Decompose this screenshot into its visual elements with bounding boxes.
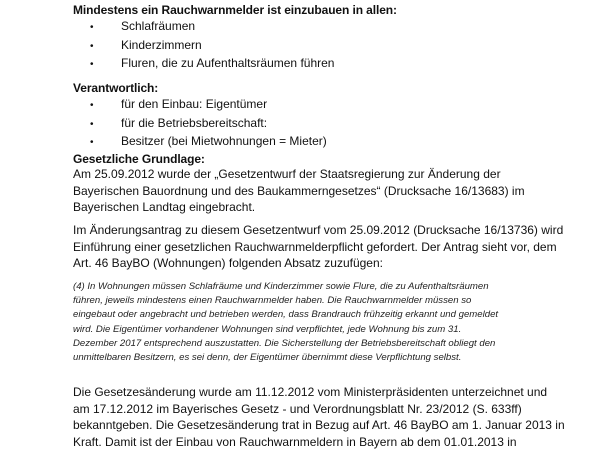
quoted-law-text [73,280,583,365]
paragraph-draft-law [73,166,583,216]
list-item-text: Fluren, die zu Aufenthaltsräumen führen [121,56,335,70]
section-legal-basis [73,151,583,167]
paragraph-line: Kraft. Damit ist der Einbau von Rauchwarnmeldern in Bayern ab dem 01.01.2013 in [73,434,517,449]
paragraph-amendment [73,222,583,272]
section-heading: Gesetzliche Grundlage: [73,152,205,166]
list-item-text: Besitzer (bei Mietwohnungen = Mieter) [121,134,327,148]
paragraph-line: Art. 46 BayBO (Wohnungen) folgenden Absatz zuzufügen: [73,256,383,271]
section-smoke-detector-locations [73,2,583,74]
list-item-text: für den Einbau: Eigentümer [121,97,268,111]
section-responsibility [73,80,583,152]
bullet-icon: • [90,59,94,70]
quote-line: Dezember 2017 entsprechend auszustatten. Die Sicherstellung der Betriebsbereitschaft obliegt den [73,337,496,349]
paragraph-line: Bayerischen Landtag eingebracht. [73,200,256,215]
list-item [73,115,583,134]
list-item [73,18,583,37]
list-item-text: Kinderzimmern [121,37,202,52]
bullet-icon: • [90,40,94,52]
quote-line: unmittelbaren Besitzern, es sei denn, der Eigentümer übernimmt diese Verpflichtung selbst. [73,352,462,364]
bullet-icon: • [90,22,94,33]
bullet-icon: • [90,118,94,130]
section-heading: Verantwortlich: [73,81,159,95]
paragraph-line: am 17.12.2012 im Bayerisches Gesetz - und Verordnungsblatt Nr. 23/2012 (S. 633ff) [73,401,522,416]
list-item-text: für die Betriebsbereitschaft: [121,115,268,130]
bullet-list [73,18,583,74]
list-item [73,96,583,115]
quote-line: (4) In Wohnungen müssen Schlafräume und Kinderzimmer sowie Flure, die zu Aufenthaltsräumen [73,281,489,292]
quote-line: wird. Die Eigentümer vorhandener Wohnungen sind verpflichtet, jede Wohnung bis zum 31. [73,323,462,335]
paragraph-line: Die Gesetzesänderung wurde am 11.12.2012 vom Ministerpräsidenten unterzeichnet und [73,385,548,399]
paragraph-line: bekanntgeben. Die Gesetzesänderung trat in Bezug auf Art. 46 BayBO am 1. Januar 2013 in [73,418,565,433]
paragraph-line: Am 25.09.2012 wurde der „Gesetzentwurf der Staatsregierung zur Änderung der [73,167,501,181]
list-item-text: Schlafräumen [121,19,196,33]
paragraph-line: Bayerischen Bauordnung und des Baukammerngesetzes“ (Drucksache 16/13683) im [73,183,525,198]
bullet-list [73,96,583,152]
paragraph-line: Einführung einer gesetzlichen Rauchwarnmelderpflicht gefordert. Der Antrag sieht vor, dem [73,239,557,254]
quote-line: führen, jeweils mindestens einen Rauchwarnmelder haben. Die Rauchwarnmelder müssen so [73,295,472,307]
paragraph-enactment [73,384,583,450]
list-item [73,133,583,152]
bullet-icon: • [90,137,94,148]
bullet-icon: • [90,100,94,111]
list-item [73,55,583,74]
list-item [73,37,583,56]
quote-line: eingebaut oder angebracht und betrieben werden, dass Brandrauch frühzeitig erkannt und gemeldet [73,309,499,321]
paragraph-line: Im Änderungsantrag zu diesem Gesetzentwurf vom 25.09.2012 (Drucksache 16/13736) wird [73,223,564,237]
section-heading: Mindestens ein Rauchwarnmelder ist einzubauen in allen: [73,3,397,17]
